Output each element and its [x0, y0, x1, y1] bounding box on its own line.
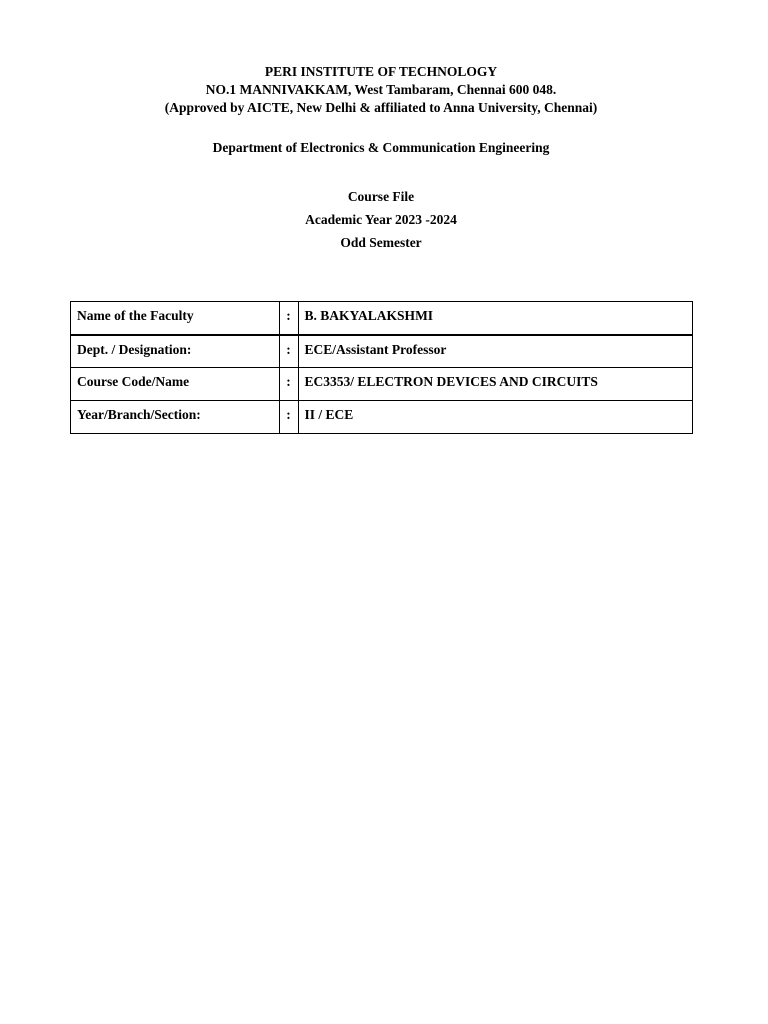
row-separator: :: [279, 368, 298, 401]
row-value: II / ECE: [298, 401, 692, 434]
row-separator: :: [279, 335, 298, 368]
row-value: EC3353/ ELECTRON DEVICES AND CIRCUITS: [298, 368, 692, 401]
row-separator: :: [279, 302, 298, 335]
academic-year: Academic Year 2023 -2024: [305, 212, 457, 227]
institution-name: PERI INSTITUTE OF TECHNOLOGY: [264, 64, 498, 79]
row-label: Name of the Faculty: [71, 302, 280, 335]
department-title: Department of Electronics & Communication Engineering: [212, 140, 550, 155]
semester: Odd Semester: [340, 235, 422, 250]
course-file-header: [0, 185, 762, 254]
course-file-title: Course File: [347, 189, 415, 204]
course-info-table: [70, 301, 693, 434]
row-separator: :: [279, 401, 298, 434]
row-label: Course Code/Name: [71, 368, 280, 401]
row-label: Year/Branch/Section:: [71, 401, 280, 434]
table-row: [71, 401, 693, 434]
institution-address: NO.1 MANNIVAKKAM, West Tambaram, Chennai 600 048.: [205, 82, 557, 97]
table-row: [71, 368, 693, 401]
row-value: B. BAKYALAKSHMI: [298, 302, 692, 335]
institution-header: [0, 63, 762, 117]
row-value: ECE/Assistant Professor: [298, 335, 692, 368]
table-row: [71, 335, 693, 368]
row-label: Dept. / Designation:: [71, 335, 280, 368]
institution-approval: (Approved by AICTE, New Delhi & affiliated to Anna University, Chennai): [164, 100, 598, 115]
table-row: [71, 302, 693, 335]
